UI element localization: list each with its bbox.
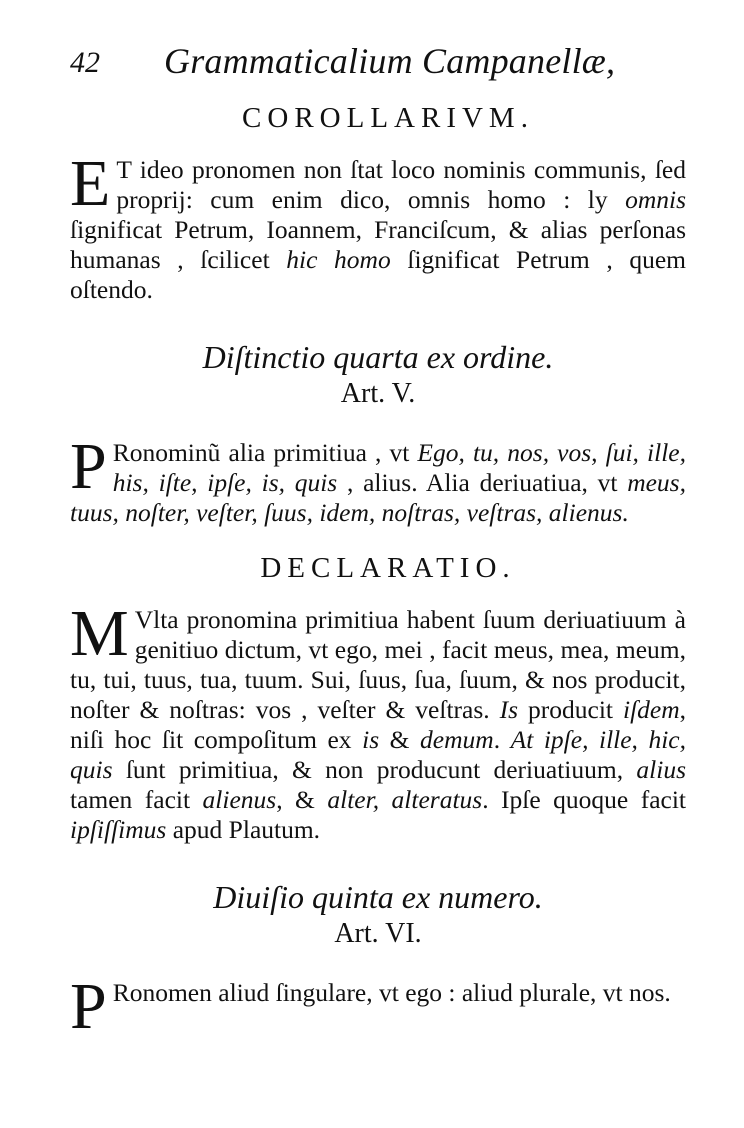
italic-run: Ego, tu, nos, vos, ſui, ille, his, iſte, ipſe, is, quis — [112, 438, 686, 497]
article-number: Art. VI. — [334, 918, 422, 949]
text-run: ſunt primitiua, & non producunt deriuatiuum, — [112, 755, 637, 784]
page-number: 42 — [70, 46, 100, 79]
italic-run: alienus — [202, 785, 277, 814]
italic-run: ipſiſſimus — [70, 815, 167, 844]
text-run: Ronomen aliud ſingulare, vt ego : aliud plurale, vt nos. — [112, 978, 671, 1007]
text-run: . Ipſe quoque facit — [482, 785, 686, 814]
article-number: Art. V. — [340, 378, 416, 409]
text-run: . — [493, 725, 511, 754]
text-run: Ronominũ alia primitiua , vt — [112, 438, 418, 467]
text-run: ſignificat Petrum, Ioannem, Franciſcum, & alias perſonas humanas , ſcilicet — [70, 215, 686, 274]
text-run: , alius. Alia deriuatiua, vt — [337, 468, 628, 497]
text-run: T ideo pronomen non ſtat loco nominis communis, ſed proprij: cum enim dico, omnis homo : ly — [116, 155, 686, 214]
running-title: Grammaticalium Campanellæ, — [164, 41, 616, 81]
text-run: Vlta pronomina primitiua habent ſuum deriuatiuum à genitiuo dictum, vt ego, mei , facit meus, mea, meum, tu, tui, tuus, tua, tuum. Sui, ſuus, ſua, ſuum, & nos producit, noſter & noſtras: vos , veſter & veſtras. — [70, 605, 686, 724]
italic-run: hic homo — [286, 245, 391, 274]
diuisio-heading: Diuiſio quinta ex numero. — [213, 879, 543, 915]
distinctio-paragraph — [70, 430, 686, 528]
italic-run: At ipſe, ille, hic, quis — [70, 725, 687, 784]
distinctio-heading: Diſtinctio quarta ex ordine. — [202, 339, 554, 375]
drop-cap: E — [70, 147, 111, 220]
corollarium-paragraph — [70, 147, 686, 305]
italic-run: alter, alteratus — [327, 785, 483, 814]
text-run: apud Plautum. — [166, 815, 321, 844]
drop-cap: M — [70, 597, 129, 670]
diuisio-paragraph — [70, 970, 686, 1043]
italic-run: Is — [499, 695, 519, 724]
drop-cap: P — [70, 970, 107, 1043]
italic-run: omnis — [625, 185, 686, 214]
declaratio-paragraph — [70, 597, 687, 845]
text-run: , & — [276, 785, 328, 814]
italic-run: alius — [636, 755, 686, 784]
text-run: & — [379, 725, 421, 754]
text-run: , niſi hoc ſit compoſitum ex — [70, 695, 687, 754]
declaratio-heading: DECLARATIO. — [260, 552, 516, 584]
italic-run: is — [362, 725, 380, 754]
text-run: ſignificat Petrum , quem oſtendo. — [70, 245, 686, 304]
italic-run: iſdem — [622, 695, 680, 724]
drop-cap: P — [70, 430, 107, 503]
text-run: tamen facit — [70, 785, 203, 814]
italic-run: demum — [420, 725, 494, 754]
running-header — [70, 40, 686, 94]
text-run: producit — [518, 695, 623, 724]
italic-run: meus, tuus, noſter, veſter, ſuus, idem, noſtras, veſtras, alienus. — [70, 468, 686, 527]
corollarium-heading: COROLLARIVM. — [242, 102, 534, 134]
